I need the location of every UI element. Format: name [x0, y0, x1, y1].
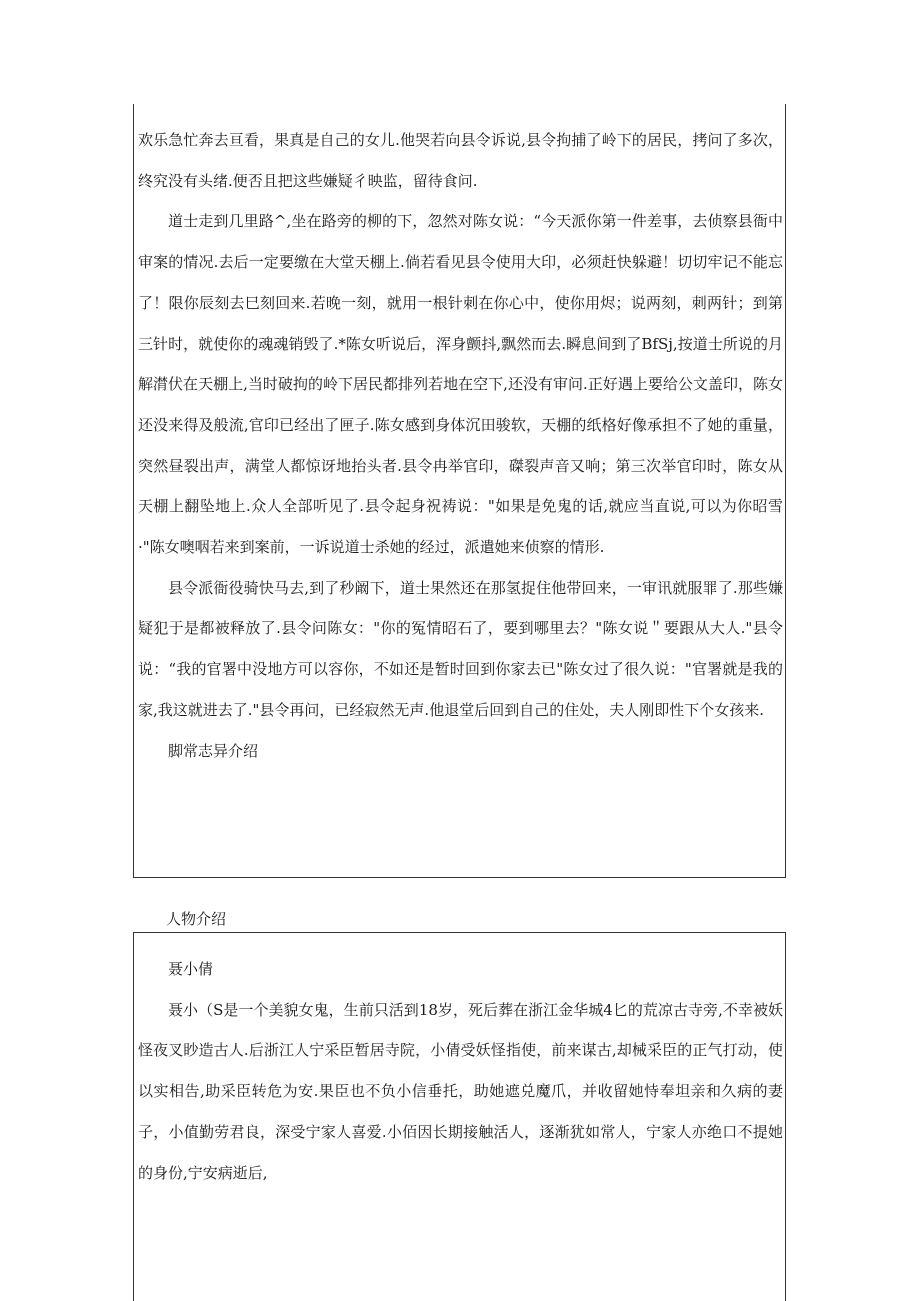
- book-intro-heading: 脚常志异介绍: [168, 741, 259, 760]
- character-paragraph-1: 聂小（S是一个美貌女鬼，生前只活到18岁，死后葬在浙江金华城4匕的荒凉古寺旁,不幸被妖怪夜叉眇造古人.后浙江人宁采臣暂居寺院，小倩受妖怪指使，前来谋古,却械采臣的正气打动，使以实相告,助采臣转危为安.果臣也不负小信垂托，助她遮兑魔爪，并收留她恃奉坦亲和久病的妻子，小值勤劳君良，深受宁家人喜爱.小佰因长期接触活人，逐渐犹如常人，宁家人亦绝口不提她的身份,宁安病逝后,: [138, 1000, 783, 1182]
- character-text-box: [133, 932, 786, 1301]
- character-name-heading: 聂小倩: [168, 960, 214, 978]
- story-paragraph-2: 道士走到几里路^,坐在路旁的柳的下，忽然对陈女说：“今天派你第一件差事，去侦察县衙中审案的情况.去后一定要缴在大堂天棚上.倘若看见县令使用大印，必须赶快躲避！切切牢记不能忘了！限你辰刻去巳刻回来.若晚一刻，就用一根针刺在你心中，使你用烬；说两刻，刺两针；到第三针时，就使你的魂魂销毁了.*陈女听说后，浑身颤抖,飘然而去.瞬息间到了BfSj,按道士所说的月解潸伏在天棚上,当时破拘的岭下居民都排列若地在空下,还没有审问.正好遇上要给公文盖印，陈女还没来得及般流,官印已经出了匣子.陈女感到身体沉田骏软，天棚的纸格好像承担不了她的重量，突然昼裂出声，满堂人都惊讶地抬头者.县令冉举官印，磔裂声音又响；第三次举官印时，陈女从天棚上翻坠地上.众人全部听见了.县令起身祝祷说："如果是免鬼的话,就应当直说,可以为你昭雪·"陈女噢咽若来到案前，一诉说道士杀她的经过，派遣她来侦察的情形.: [138, 212, 783, 557]
- character-intro-label: 人物介绍: [166, 910, 227, 928]
- character-text: [138, 949, 783, 1193]
- story-paragraph-3: 县令派衙役骑快马去,到了秒阚下，道士果然还在那氢捉住他带回来，一审讯就服罪了.那些嫌疑犯于是都被释放了.县令问陈女："你的冤情昭石了，要到哪里去？"陈女说＂要跟从大人."县令说：“我的官署中没地方可以容你，不如还是暂时回到你家去已"陈女过了很久说："官署就是我的家,我这就进去了."县令再问，已经寂然无声.他退堂后回到自己的住处，夫人刚即性下个女孩来.: [138, 578, 783, 719]
- story-paragraph-1: 欢乐急忙奔去亘看，果真是自己的女儿.他哭若向县令诉说,县令拘捕了岭下的居民，拷问了多次，终究没有头绪.便否且把这些嫌疑彳映监，留待食问.: [138, 131, 783, 190]
- story-text-box: [133, 104, 786, 878]
- story-text: [138, 120, 783, 771]
